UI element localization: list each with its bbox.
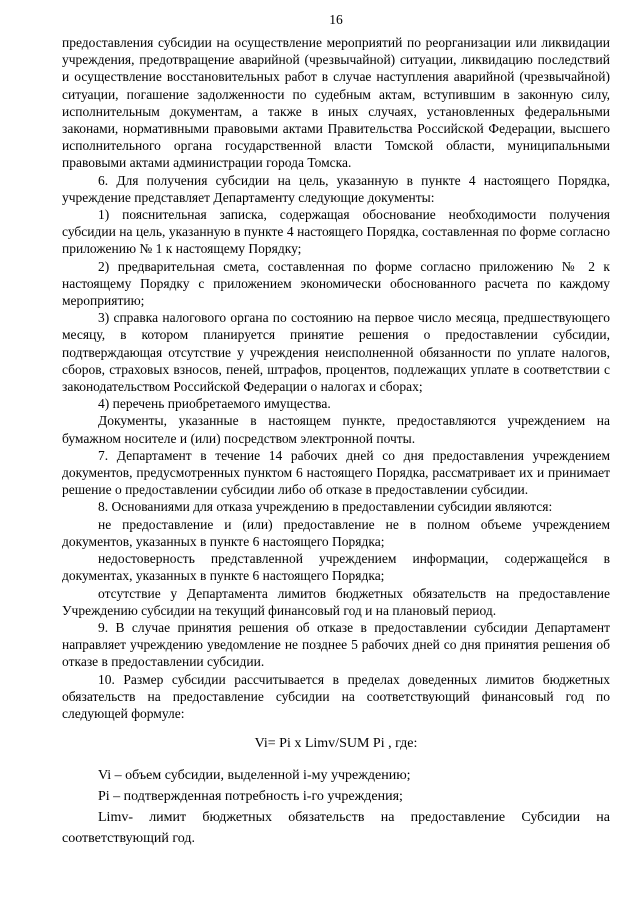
paragraph-8-item-1: не предоставление и (или) предоставление не в полном объеме учреждением документов, указанных в пункте 6 настоящего Порядка; <box>62 516 610 549</box>
paragraph-8: 8. Основаниями для отказа учреждению в предоставлении субсидии являются: <box>98 499 553 515</box>
paragraph-6: 6. Для получения субсидии на цель, указанную в пункте 4 настоящего Порядка, учреждение представляет Департаменту следующие документы: <box>62 172 610 205</box>
paragraph-9: 9. В случае принятия решения об отказе в предоставлении субсидии Департамент направляет учреждению уведомление не позднее 5 рабочих дней со дня принятия решения об отказе в предоставлении субсидии. <box>62 619 610 670</box>
paragraph-6-item-4: 4) перечень приобретаемого имущества. <box>98 396 331 412</box>
subsidy-formula: Vi= Pi x Limv/SUM Pi , где: <box>254 736 418 752</box>
definition-pi: Pi – подтвержденная потребность i-го учреждения; <box>98 789 403 805</box>
definition-lim: Limv- лимит бюджетных обязательств на предоставление Субсидии на соответствующий год. <box>62 810 610 847</box>
formula-definitions <box>62 765 610 849</box>
paragraph-8-item-3: отсутствие у Департамента лимитов бюджетных обязательств на предоставление Учреждению субсидии на текущий финансовый год и на плановый период. <box>62 585 610 618</box>
document-body <box>62 34 610 849</box>
definition-vi: Vi – объем субсидии, выделенной i-му учреждению; <box>98 768 411 784</box>
paragraph-10: 10. Размер субсидии рассчитывается в пределах доведенных лимитов бюджетных обязательств на предоставление субсидии на соответствующий финансовый год по следующей формуле: <box>62 671 610 721</box>
paragraph-8-item-2: недостоверность представленной учреждением информации, содержащейся в документах, указанных в пункте 6 настоящего Порядка; <box>62 551 610 584</box>
paragraph-7: 7. Департамент в течение 14 рабочих дней со дня предоставления учреждением документов, предусмотренных пунктом 6 настоящего Порядка, рассматривает их и принимает решение о предоставлении субсидии либо об отказе в предоставлении субсидии. <box>62 447 610 498</box>
paragraph-6-item-2: 2) предварительная смета, составленная по форме согласно приложению № 2 к настоящему Порядку с приложением экономически обоснованного расчета по каждому мероприятию; <box>62 258 610 309</box>
page-number: 16 <box>329 12 343 27</box>
paragraph-continuation: предоставления субсидии на осуществление мероприятий по реорганизации или ликвидации учреждения, предотвращение аварийной (чрезвычайной) ситуации, ликвидацию последствий и осуществление восстановительных работ в случае наступления аварийной (чрезвычайной) ситуации, погашение задолженности по судебным актам, вступившим в законную силу, исполнительным документам, а также в иных случаях, установленных федеральными законами, нормативными правовыми актами Правительства Российской Федерации, высшего исполнительного органа государственной власти Томской области, муниципальными правовыми актами администрации города Томска. <box>62 35 610 171</box>
paragraph-6-note: Документы, указанные в настоящем пункте, предоставляются учреждением на бумажном носителе и (или) посредством электронной почты. <box>62 413 610 446</box>
paragraph-6-item-1: 1) пояснительная записка, содержащая обоснование необходимости получения субсидии на цель, указанную в пункте 4 настоящего Порядка, составленная по форме согласно приложению № 1 к настоящему Порядку; <box>62 207 610 257</box>
paragraph-6-item-3: 3) справка налогового органа по состоянию на первое число месяца, предшествующего месяцу, в котором планируется принятие решения о предоставлении субсидии, подтверждающая отсутствие у учреждения неисполненной обязанности по уплате налогов, сборов, страховых взносов, пеней, штрафов, процентов, подлежащих уплате в соответствии с законодательством Российской Федерации о налогах и сборах; <box>62 310 610 395</box>
